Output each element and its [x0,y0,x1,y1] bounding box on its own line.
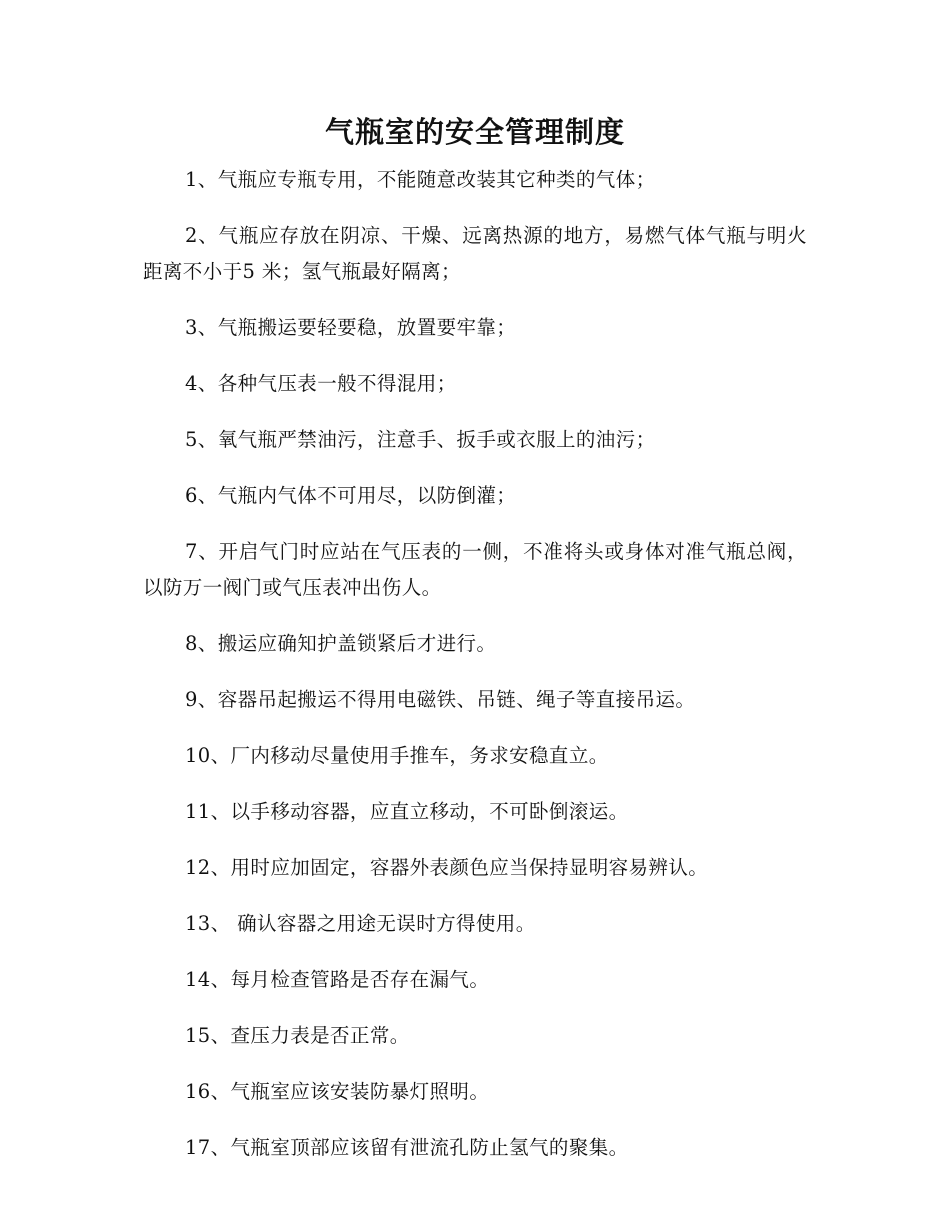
paragraph-3: 3、气瓶搬运要轻要稳，放置要牢靠； [185,316,517,339]
paragraph-2: 2、气瓶应存放在阴凉、干燥、远离热源的地方，易燃气体气瓶与明火距离不小于5 米；氢气瓶最好隔离； [143,224,807,283]
paragraph-7: 7、开启气门时应站在气压表的一侧，不准将头或身体对准气瓶总阀，以防万一阀门或气压表冲出伤人。 [143,540,807,599]
paragraph-16: 16、气瓶室应该安装防暴灯照明。 [185,1080,490,1103]
paragraph-9: 9、容器吊起搬运不得用电磁铁、吊链、绳子等直接吊运。 [185,688,696,711]
paragraph-6: 6、气瓶内气体不可用尽，以防倒灌； [185,484,517,507]
paragraph-12: 12、用时应加固定，容器外表颜色应当保持显明容易辨认。 [185,856,709,879]
paragraph-10: 10、厂内移动尽量使用手推车，务求安稳直立。 [185,744,609,767]
paragraph-14: 14、每月检查管路是否存在漏气。 [185,968,490,991]
paragraph-17: 17、气瓶室顶部应该留有泄流孔防止氢气的聚集。 [185,1136,629,1159]
document-title: 气瓶室的安全管理制度 [324,115,625,149]
paragraph-1: 1、气瓶应专瓶专用，不能随意改装其它种类的气体； [185,168,656,191]
paragraph-11: 11、以手移动容器，应直立移动，不可卧倒滚运。 [185,800,629,823]
paragraph-8: 8、搬运应确知护盖锁紧后才进行。 [185,632,497,655]
paragraph-13: 13、 确认容器之用途无误时方得使用。 [185,912,536,935]
paragraph-5: 5、氧气瓶严禁油污，注意手、扳手或衣服上的油污； [185,428,656,451]
paragraph-15: 15、查压力表是否正常。 [185,1024,410,1047]
paragraph-4: 4、各种气压表一般不得混用； [185,372,457,395]
document-body [143,162,807,1183]
